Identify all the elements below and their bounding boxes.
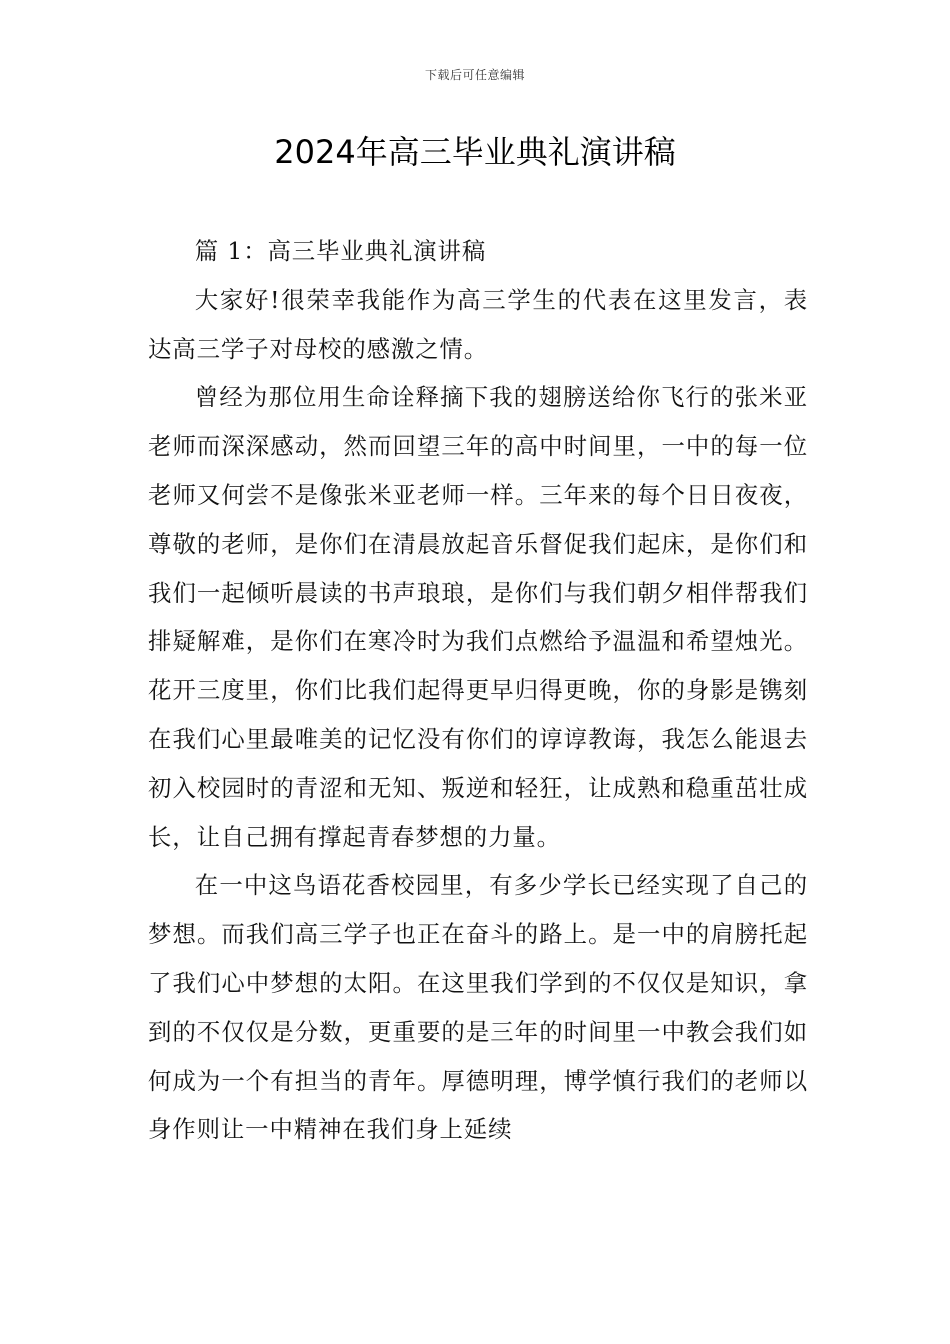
paragraph-3: 在一中这鸟语花香校园里，有多少学长已经实现了自己的梦想。而我们高三学子也正在奋斗的路上。是一中的肩膀托起了我们心中梦想的太阳。在这里我们学到的不仅仅是知识，拿到的不仅仅是分数，更重要的是三年的时间里一中教会我们如何成为一个有担当的青年。厚德明理，博学慎行我们的老师以身作则让一中精神在我们身上延续 [148,871,808,1144]
section-heading: 篇 1：高三毕业典礼演讲稿 [194,237,487,265]
document-body [148,227,808,1154]
paragraph-2: 曾经为那位用生命诠释摘下我的翅膀送给你飞行的张米亚老师而深深感动，然而回望三年的高中时间里，一中的每一位老师又何尝不是像张米亚老师一样。三年来的每个日日夜夜，尊敬的老师，是你们在清晨放起音乐督促我们起床，是你们和我们一起倾听晨读的书声琅琅，是你们与我们朝夕相伴帮我们排疑解难，是你们在寒冷时为我们点燃给予温温和希望烛光。花开三度里，你们比我们起得更早归得更晚，你的身影是镌刻在我们心里最唯美的记忆没有你们的谆谆教诲，我怎么能退去初入校园时的青涩和无知、叛逆和轻狂，让成熟和稳重茁壮成长，让自己拥有撑起青春梦想的力量。 [148,383,808,851]
paragraph-1: 大家好!很荣幸我能作为高三学生的代表在这里发言，表达高三学子对母校的感激之情。 [148,285,808,363]
document-title: 2024年高三毕业典礼演讲稿 [274,133,676,171]
header-note: 下载后可任意编辑 [424,68,525,82]
